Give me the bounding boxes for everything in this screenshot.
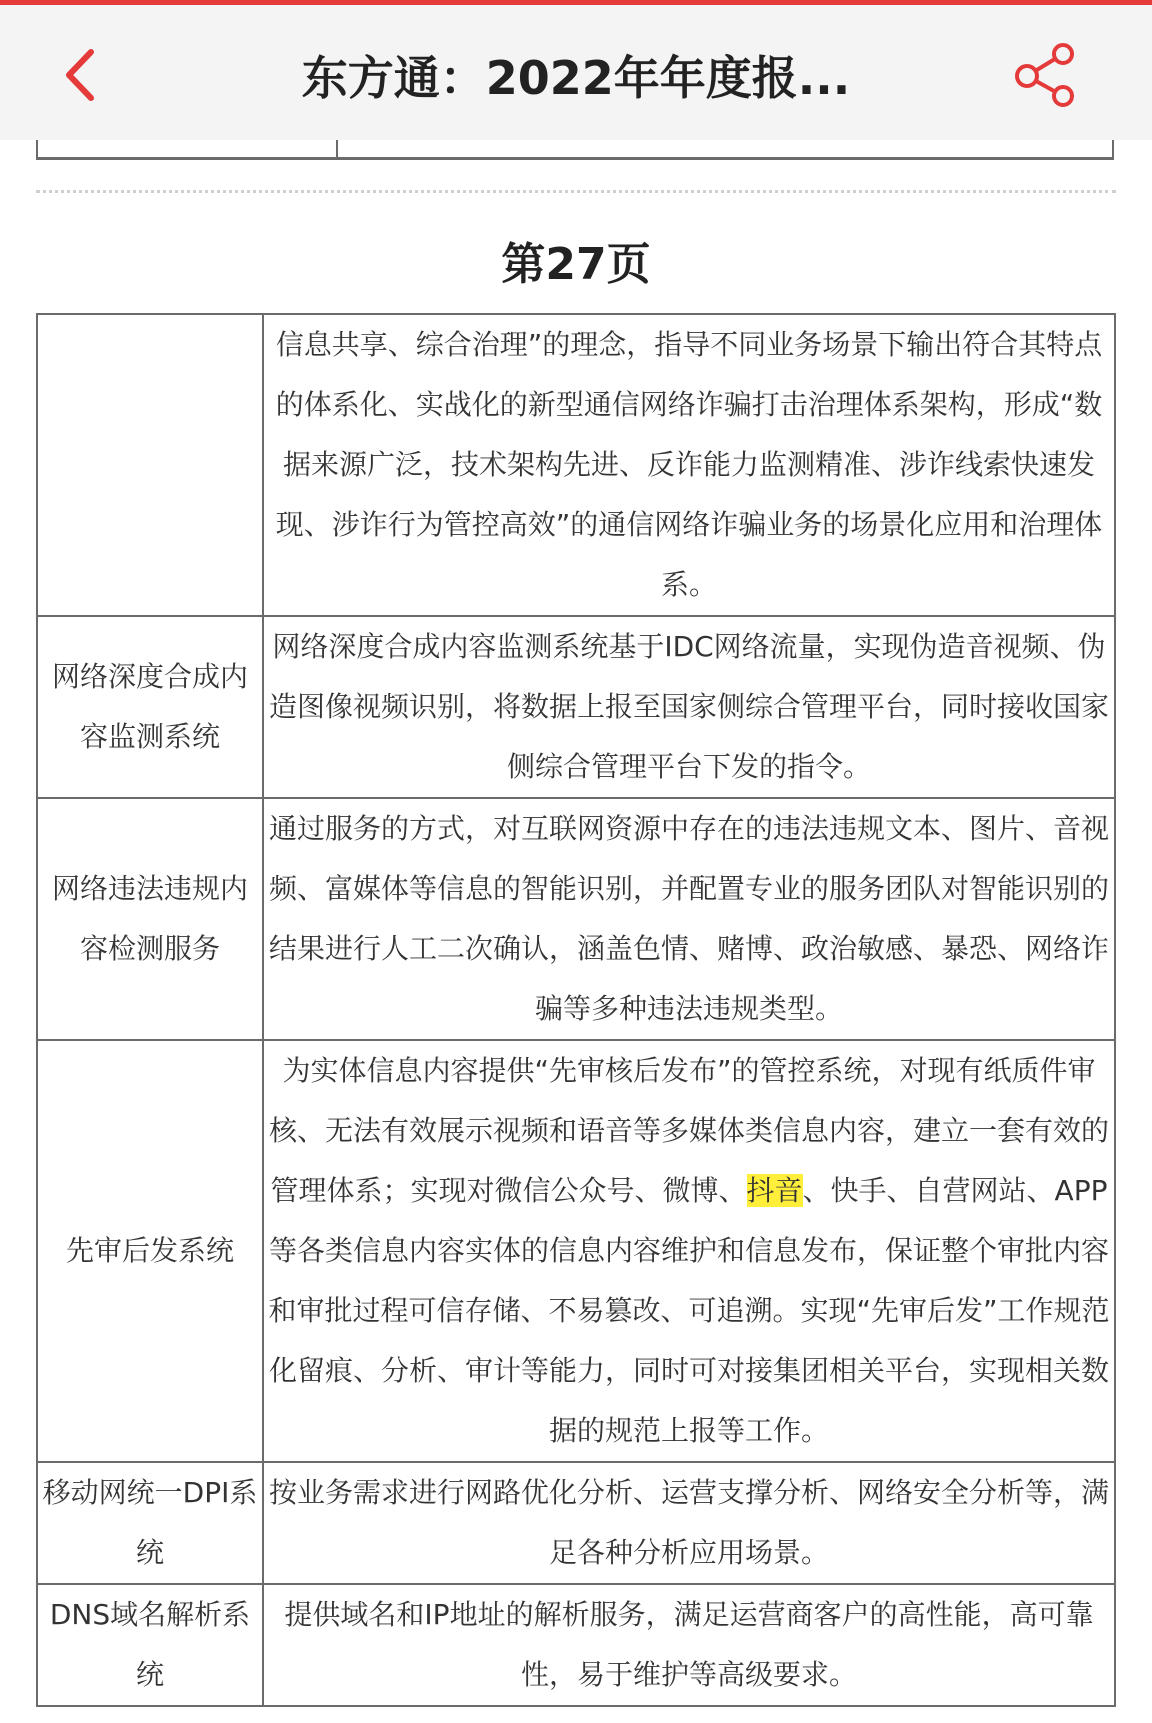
product-desc-cell: 按业务需求进行网路优化分析、运营支撑分析、网络安全分析等，满足各种分析应用场景。 xyxy=(263,1462,1115,1584)
previous-table-bottom xyxy=(36,140,1114,160)
product-name-cell: DNS域名解析系统 xyxy=(37,1584,263,1706)
product-table xyxy=(36,313,1116,1707)
share-button[interactable] xyxy=(1005,40,1085,110)
table-column-divider xyxy=(336,140,338,160)
table-row xyxy=(37,1040,1115,1462)
product-desc-cell: 提供域名和IP地址的解析服务，满足运营商客户的高性能，高可靠性，易于维护等高级要求。 xyxy=(263,1584,1115,1706)
table-row xyxy=(37,1584,1115,1706)
table-row xyxy=(37,798,1115,1040)
product-name-cell: 网络深度合成内容监测系统 xyxy=(37,616,263,798)
page-number-heading: 第27页 xyxy=(501,239,651,290)
chevron-left-icon xyxy=(55,40,115,110)
product-desc-cell xyxy=(263,1040,1115,1462)
desc-text-before: 为实体信息内容提供“先审核后发布”的管控系统，对现有纸质件审核、无法有效展示视频和语音等多媒体类信息内容，建立一套有效的管理体系；实现对微信公众号、微博、 xyxy=(268,1054,1109,1207)
product-name-cell: 网络违法违规内容检测服务 xyxy=(37,798,263,1040)
page-divider xyxy=(36,190,1116,193)
back-button[interactable] xyxy=(55,40,115,110)
product-desc-cell: 网络深度合成内容监测系统基于IDC网络流量，实现伪造音视频、伪造图像视频识别，将数据上报至国家侧综合管理平台，同时接收国家侧综合管理平台下发的指令。 xyxy=(263,616,1115,798)
table-row xyxy=(37,1462,1115,1584)
product-desc-cell: 通过服务的方式，对互联网资源中存在的违法违规文本、图片、音视频、富媒体等信息的智能识别，并配置专业的服务团队对智能识别的结果进行人工二次确认，涵盖色情、赌博、政治敏感、暴恐、网络诈骗等多种违法违规类型。 xyxy=(263,798,1115,1040)
table-row xyxy=(37,616,1115,798)
page-title: 东方通：2022年年度报... xyxy=(301,51,851,105)
highlighted-keyword[interactable]: 抖音 xyxy=(746,1174,803,1207)
app-header xyxy=(0,5,1152,140)
product-name-cell xyxy=(37,314,263,616)
product-desc-cell: 信息共享、综合治理”的理念，指导不同业务场景下输出符合其特点的体系化、实战化的新型通信网络诈骗打击治理体系架构，形成“数据来源广泛，技术架构先进、反诈能力监测精准、涉诈线索快速发现、涉诈行为管控高效”的通信网络诈骗业务的场景化应用和治理体系。 xyxy=(263,314,1115,616)
product-name-cell: 先审后发系统 xyxy=(37,1040,263,1462)
desc-text-after: 、快手、自营网站、APP等各类信息内容实体的信息内容维护和信息发布，保证整个审批内容和审批过程可信存储、不易篡改、可追溯。实现“先审后发”工作规范化留痕、分析、审计等能力，同时可对接集团相关平台，实现相关数据的规范上报等工作。 xyxy=(268,1174,1110,1447)
table-row xyxy=(37,314,1115,616)
share-icon xyxy=(1005,40,1085,110)
product-name-cell: 移动网统一DPI系统 xyxy=(37,1462,263,1584)
